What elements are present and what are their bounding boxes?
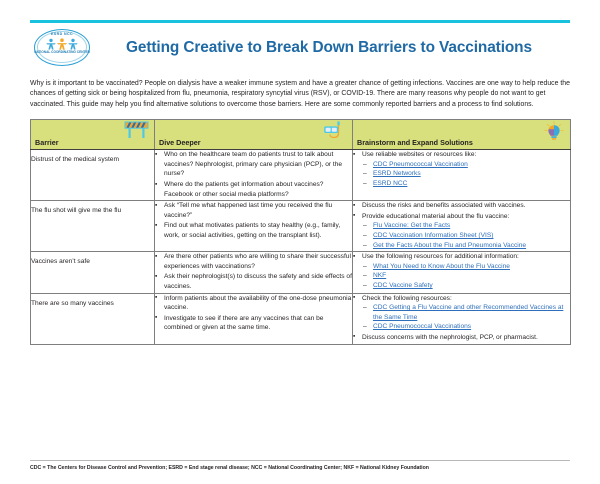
list-item [353, 252, 570, 290]
barrier-cell: There are so many vaccines [31, 293, 155, 344]
table-header-row [31, 120, 571, 150]
resource-link-list [362, 160, 570, 189]
resource-link[interactable]: CDC Vaccine Safety [373, 281, 433, 289]
list-item [362, 169, 570, 179]
solutions-list [353, 294, 570, 343]
dive-deeper-list [155, 294, 352, 333]
footer-abbreviations: CDC = The Centers for Disease Control and Prevention; ESRD = End stage renal disease; NCC = National Coordinating Center; NKF = National Kidney Foundation [30, 465, 429, 471]
puzzle-lightbulb-icon [543, 121, 565, 143]
list-item: ▪ Ask their nephrologist(s) to discuss the safety and side effects of vaccines. [155, 272, 352, 291]
document-footer [30, 460, 570, 472]
list-item-text: Provide educational material about the flu vaccine: [362, 212, 510, 220]
list-item [362, 231, 570, 241]
table-row [31, 150, 571, 201]
list-item: ▪ Ask “Tell me what happened last time you received the flu vaccine?” [155, 201, 352, 220]
resource-link[interactable]: ESRD NCC [373, 180, 408, 187]
barrier-cell: Vaccines aren’t safe [31, 252, 155, 293]
list-item [353, 150, 570, 188]
resource-link-list [362, 262, 570, 291]
solutions-cell [353, 293, 571, 344]
list-item [362, 303, 570, 322]
page-title: Getting Creative to Break Down Barriers to Vaccinations [126, 39, 532, 56]
resource-link[interactable]: CDC Pneumococcal Vaccinations [373, 323, 472, 331]
column-header-label: Brainstorm and Expand Solutions [357, 138, 473, 148]
list-item: ▪ Investigate to see if there are any vaccines that can be combined or given at the same time. [155, 314, 352, 333]
barrier-cell: Distrust of the medical system [31, 150, 155, 201]
list-item: ▪ Discuss concerns with the nephrologist, PCP, or pharmacist. [353, 333, 570, 343]
dive-deeper-cell [155, 150, 353, 201]
resource-link[interactable]: NKF [373, 272, 387, 280]
resource-link[interactable]: CDC Pneumococcal Vaccination [373, 160, 468, 168]
list-item: ▪ Discuss the risks and benefits associated with vaccines. [353, 201, 570, 211]
dive-deeper-cell [155, 201, 353, 252]
solutions-list [353, 201, 570, 250]
list-item [362, 179, 570, 189]
list-item-text: Check the following resources: [362, 294, 452, 302]
solutions-cell [353, 252, 571, 293]
list-item: ▪ Are there other patients who are willing to share their successful experiences with vaccinations? [155, 252, 352, 271]
logo-people-icon [30, 38, 94, 50]
list-item [362, 322, 570, 332]
solutions-list [353, 252, 570, 290]
list-item: ▪ Who on the healthcare team do patients trust to talk about vaccines? Nephrologist, primary care physician (PCP), or the nurse? [155, 150, 352, 179]
table-row [31, 293, 571, 344]
list-item [362, 281, 570, 291]
column-header-brainstorm [353, 120, 571, 150]
list-item [353, 212, 570, 250]
column-header-dive-deeper [155, 120, 353, 150]
dive-deeper-list [155, 201, 352, 240]
snorkel-mask-icon [323, 121, 347, 140]
list-item [362, 271, 570, 281]
document-page [0, 20, 600, 484]
logo-top-text: ESRD NCC [51, 31, 73, 36]
esrd-ncc-logo [30, 27, 94, 69]
column-header-barrier [31, 120, 155, 150]
resource-link[interactable]: Get the Facts About the Flu and Pneumonia Vaccine [373, 241, 527, 249]
list-item [362, 221, 570, 231]
resource-link[interactable]: CDC Vaccination Information Sheet (VIS) [373, 231, 494, 239]
solutions-cell [353, 150, 571, 201]
solutions-list [353, 150, 570, 188]
logo-bottom-text: NATIONAL COORDINATING CENTER [34, 50, 90, 54]
dive-deeper-cell [155, 252, 353, 293]
list-item: ▪ Find out what motivates patients to stay healthy (e.g., family, work, or social activities, getting on the transplant list). [155, 221, 352, 240]
dive-deeper-cell [155, 293, 353, 344]
document-header [30, 25, 570, 71]
list-item: ▪ Inform patients about the availability of the one-dose pneumonia vaccine. [155, 294, 352, 313]
dive-deeper-list [155, 150, 352, 199]
resource-link[interactable]: ESRD Networks [373, 170, 421, 178]
column-header-label: Dive Deeper [159, 138, 201, 148]
list-item: ▪ Where do the patients get information about vaccines? Facebook or other social media platforms? [155, 180, 352, 199]
intro-paragraph: Why is it important to be vaccinated? People on dialysis have a weaker immune system and have a greater chance of getting infections. Vaccines are one way to help reduce the chances of getting sick or being hospitalized from flu, pneumonia, respiratory syncytial virus (RSV), or COVID-19. There are many reasons why people do not want to get vaccinated. This guide may help you find alternative solutions to overcome those barriers. Here are some commonly reported barriers and a process to find solutions. [30, 80, 570, 108]
list-item [362, 262, 570, 272]
list-item [362, 160, 570, 170]
table-body [31, 150, 571, 344]
list-item-text: Use reliable websites or resources like: [362, 151, 477, 159]
barrier-cell: The flu shot will give me the flu [31, 201, 155, 252]
solutions-cell [353, 201, 571, 252]
table-row [31, 201, 571, 252]
barriers-table [30, 119, 571, 344]
resource-link-list [362, 221, 570, 250]
resource-link[interactable]: CDC Getting a Flu Vaccine and other Recommended Vaccines at the Same Time [373, 304, 564, 321]
resource-link-list [362, 303, 570, 332]
resource-link[interactable]: Flu Vaccine: Get the Facts [373, 222, 451, 230]
resource-link[interactable]: What You Need to Know About the Flu Vaccine [373, 262, 510, 270]
dive-deeper-list [155, 252, 352, 291]
list-item [362, 241, 570, 251]
barricade-icon [124, 121, 149, 138]
top-accent-rule [30, 20, 570, 23]
footer-divider [30, 460, 570, 461]
list-item-text: Use the following resources for additional information: [362, 253, 519, 261]
table-row [31, 252, 571, 293]
list-item [353, 294, 570, 332]
column-header-label: Barrier [35, 138, 59, 148]
